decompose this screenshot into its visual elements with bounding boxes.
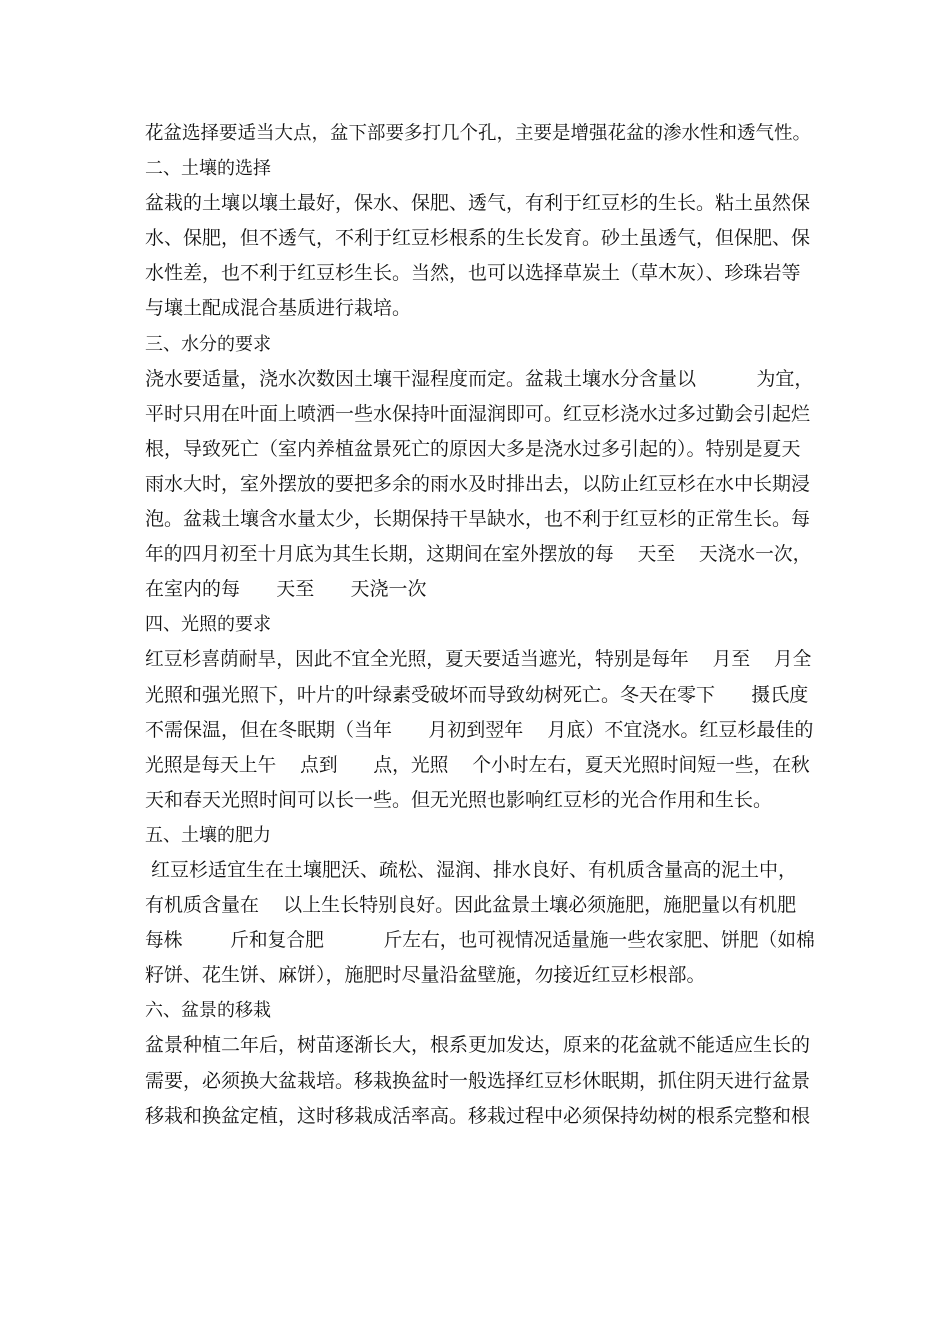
section-heading-soil-selection: 二、土壤的选择 xyxy=(145,158,271,180)
paragraph-line: 水、保肥，但不透气，不利于红豆杉根系的生长发育。砂土虽透气，但保肥、保 xyxy=(145,227,811,250)
paragraph-line: 光照是每天上午 点到 点，光照 个小时左右，夏天光照时间短一些，在秋 xyxy=(145,754,810,776)
section-heading-water: 三、水分的要求 xyxy=(145,333,271,355)
paragraph-line: 根，导致死亡（室内养植盆景死亡的原因大多是浇水过多引起的）。特别是夏天 xyxy=(145,437,801,460)
paragraph-line: 盆景种植二年后，树苗逐渐长大，根系更加发达，原来的花盆就不能适应生长的 xyxy=(145,1034,811,1057)
document-body xyxy=(145,116,815,1134)
paragraph-line: 光照和强光照下，叶片的叶绿素受破坏而导致幼树死亡。冬天在零下 摄氏度 xyxy=(145,683,809,706)
paragraph-line: 在室内的每 天至 天浇一次 xyxy=(145,578,427,601)
paragraph-line: 红豆杉喜荫耐旱，因此不宜全光照，夏天要适当遮光，特别是每年 月至 月全 xyxy=(145,649,812,671)
paragraph-line: 盆栽的土壤以壤土最好，保水、保肥、透气，有利于红豆杉的生长。粘土虽然保 xyxy=(145,192,811,215)
paragraph-line: 每株 斤和复合肥 斤左右，也可视情况适量施一些农家肥、饼肥（如棉 xyxy=(145,930,815,952)
paragraph-line: 花盆选择要适当大点，盆下部要多打几个孔，主要是增强花盆的渗水性和透气性。 xyxy=(145,123,812,144)
paragraph-line: 籽饼、花生饼、麻饼），施肥时尽量沿盆壁施，勿接近红豆杉根部。 xyxy=(145,964,706,987)
paragraph-line: 雨水大时，室外摆放的要把多余的雨水及时排出去，以防止红豆杉在水中长期浸 xyxy=(145,472,811,495)
section-heading-fertility: 五、土壤的肥力 xyxy=(145,824,271,846)
paragraph-line: 年的四月初至十月底为其生长期，这期间在室外摆放的每 天至 天浇水一次， xyxy=(145,544,812,566)
paragraph-line: 需要，必须换大盆栽培。移栽换盆时一般选择红豆杉休眠期，抓住阴天进行盆景 xyxy=(145,1069,811,1092)
paragraph-line: 平时只用在叶面上喷洒一些水保持叶面湿润即可。红豆杉浇水过多过勤会引起烂 xyxy=(145,402,811,425)
paragraph-line: 移栽和换盆定植，这时移栽成活率高。移栽过程中必须保持幼树的根系完整和根 xyxy=(145,1104,811,1127)
paragraph-line: 浇水要适量，浇水次数因土壤干湿程度而定。盆栽土壤水分含量以 为宜， xyxy=(145,367,814,390)
section-heading-transplant: 六、盆景的移栽 xyxy=(145,1000,271,1022)
paragraph-line: 有机质含量在 以上生长特别良好。因此盆景土壤必须施肥，施肥量以有机肥 xyxy=(145,894,797,917)
paragraph-line: 与壤土配成混合基质进行栽培。 xyxy=(145,297,412,320)
paragraph-line: 泡。盆栽土壤含水量太少，长期保持干旱缺水，也不利于红豆杉的正常生长。每 xyxy=(145,508,811,531)
section-heading-light: 四、光照的要求 xyxy=(145,614,271,636)
paragraph-line: 天和春天光照时间可以长一些。但无光照也影响红豆杉的光合作用和生长。 xyxy=(145,788,773,811)
paragraph-line: 不需保温，但在冬眠期（当年 月初到翌年 月底）不宜浇水。红豆杉最佳的 xyxy=(145,718,814,741)
paragraph-line: 水性差，也不利于红豆杉生长。当然，也可以选择草炭土（草木灰）、珍珠岩等 xyxy=(145,262,801,285)
paragraph-line: 红豆杉适宜生在土壤肥沃、疏松、湿润、排水良好、有机质含量高的泥土中， xyxy=(145,858,798,881)
